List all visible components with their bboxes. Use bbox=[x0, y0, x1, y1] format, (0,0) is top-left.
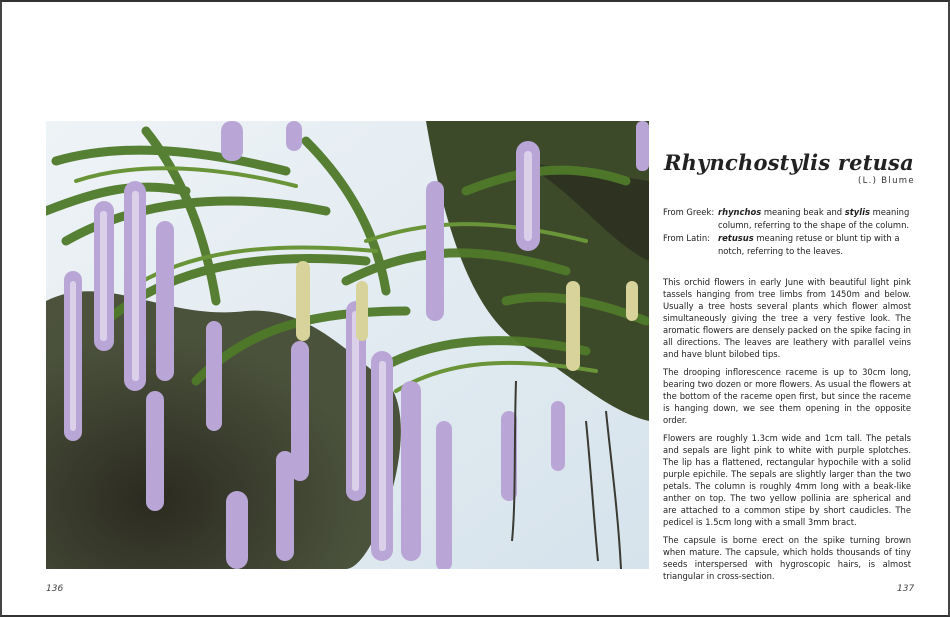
etymology-text bbox=[718, 232, 913, 258]
page-number-left: 136 bbox=[46, 584, 64, 594]
etymology-label: From Latin: bbox=[663, 233, 710, 243]
page-number-right: 137 bbox=[897, 584, 915, 594]
description-paragraph: Flowers are roughly 1.3cm wide and 1cm tall. The petals and sepals are light pink to white with purple splotches. The lip has a flattened, rectangular hypochile with a solid purple epichile. The sepals are slightly larger than the two petals. The column is roughly 4mm long with a beak-like anther on top. The two yellow pollinia are spherical and are attached to a common stipe by short caudicles. The pedicel is 1.5cm long with a small 3mm bract. bbox=[663, 433, 911, 527]
description-paragraph: The drooping inflorescence raceme is up to 30cm long, bearing two dozen or more flowers. As usual the flowers at the bottom of the raceme open first, but since the raceme is hanging down, we see them opening in the opposite order. bbox=[663, 367, 911, 425]
description-body bbox=[663, 276, 911, 588]
etymology-greek bbox=[663, 206, 913, 232]
description-paragraph: The capsule is borne erect on the spike turning brown when mature. The capsule, which holds thousands of tiny seeds interspersed with hygroscopic hairs, is almost triangular in cross-section. bbox=[663, 535, 911, 581]
etymology-term: retusus bbox=[718, 233, 754, 243]
orchid-photo bbox=[46, 121, 649, 569]
plant-name-title: Rhynchostylis retusa bbox=[664, 150, 914, 175]
etymology-text bbox=[718, 206, 913, 232]
etymology-term: rhynchos bbox=[718, 207, 762, 217]
description-paragraph: This orchid flowers in early June with beautiful light pink tassels hanging from tree limbs from 1450m and below. Usually a tree hosts several plants which flower almost simultaneously giving the tree a very festive look. The aromatic flowers are densely packed on the spike facing in all directions. The leaves are leathery with parallel veins and have blunt bilobed tips. bbox=[663, 277, 911, 359]
etymology-block bbox=[663, 206, 913, 258]
etymology-text-part: meaning beak and bbox=[761, 207, 845, 217]
etymology-text-part: meaning retuse or blunt tip with a notch, referring to the leaves. bbox=[718, 233, 900, 256]
etymology-latin bbox=[663, 232, 913, 258]
etymology-text-part: meaning column, referring to the shape of the column. bbox=[718, 207, 910, 230]
plant-author: (L.) Blume bbox=[858, 176, 915, 186]
orchid-photo-illustration bbox=[46, 121, 649, 569]
etymology-term: stylis bbox=[844, 207, 870, 217]
etymology-label: From Greek: bbox=[663, 207, 715, 217]
